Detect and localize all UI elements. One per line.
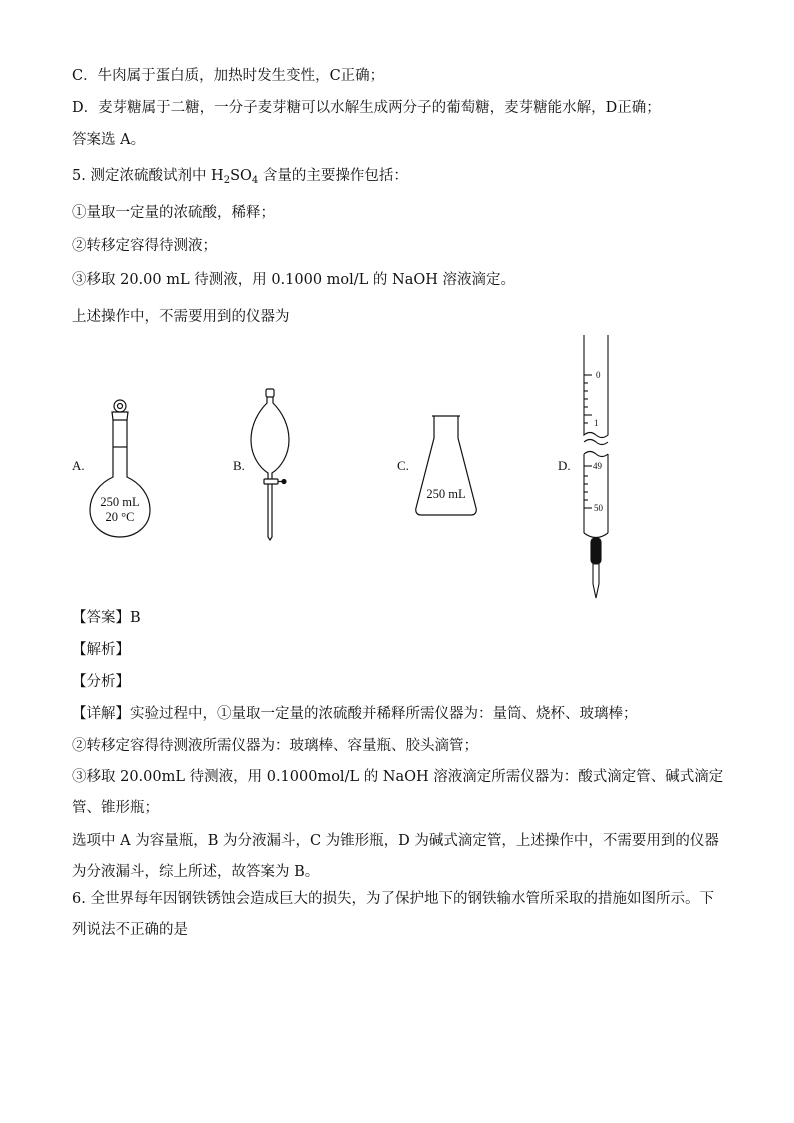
q5-text-pre: 5. 测定浓硫酸试剂中 H (72, 168, 224, 184)
flask-volume-label: 250 mL (100, 495, 140, 509)
detail-4: 选项中 A 为容量瓶，B 为分液漏斗，C 为锥形瓶，D 为碱式滴定管，上述操作中，不需要用到的仪器为分液漏斗，综上所述，故答案为 B。 (72, 833, 719, 880)
detail-2: ②转移定容得待测液所需仪器为：玻璃棒、容量瓶、胶头滴管； (72, 738, 478, 754)
burette-icon (584, 335, 608, 598)
q5-subscript-2: 2 (223, 175, 231, 186)
option-c-letter: C. (397, 458, 409, 473)
option-b-letter: B. (233, 458, 245, 473)
separatory-funnel-icon (251, 389, 289, 540)
step-3: ③移取 20.00 mL 待测液，用 0.1000 mol/L 的 NaOH 溶液滴定。 (72, 272, 515, 288)
option-c-explanation: C．牛肉属于蛋白质，加热时发生变性，C正确； (72, 68, 385, 84)
analysis-subheading: 【分析】 (72, 674, 130, 690)
detail-1: 【详解】实验过程中，①量取一定量的浓硫酸并稀释所需仪器为：量筒、烧杯、玻璃棒； (72, 706, 638, 722)
burette-tick-1: 1 (594, 418, 599, 428)
option-d-letter: D. (558, 458, 571, 473)
previous-answer: 答案选 A。 (72, 132, 146, 148)
option-a-letter: A. (72, 458, 85, 473)
volumetric-flask-icon (90, 400, 150, 537)
instruments-svg (0, 330, 794, 605)
flask-temp-label: 20 °C (105, 510, 135, 524)
detail-3: ③移取 20.00mL 待测液，用 0.1000mol/L 的 NaOH 溶液滴定所需仪器为：酸式滴定管、碱式滴定管、锥形瓶； (72, 769, 724, 816)
q5-text-post: 含量的主要操作包括： (258, 168, 408, 184)
question-5-stem (72, 166, 408, 191)
analysis-heading: 【解析】 (72, 642, 130, 658)
instrument-figures (0, 330, 794, 605)
question-prompt: 上述操作中，不需要用到的仪器为 (72, 309, 290, 325)
q5-subscript-4: 4 (251, 175, 259, 186)
question-6-stem: 6. 全世界每年因钢铁锈蚀会造成巨大的损失，为了保护地下的钢铁输水管所采取的措施如图所示。下列说法不正确的是 (72, 891, 714, 938)
erlenmeyer-flask-icon (416, 416, 477, 515)
burette-tick-0: 0 (596, 370, 601, 380)
burette-tick-49: 49 (593, 461, 602, 471)
step-2: ②转移定容得待测液； (72, 238, 217, 254)
burette-tick-50: 50 (594, 503, 603, 513)
q5-text-mid: SO (230, 168, 252, 184)
step-1: ①量取一定量的浓硫酸，稀释； (72, 205, 275, 221)
answer-label: 【答案】B (72, 610, 141, 626)
option-d-explanation: D．麦芽糖属于二糖，一分子麦芽糖可以水解生成两分子的葡萄糖，麦芽糖能水解，D正确； (72, 100, 661, 116)
erlenmeyer-volume-label: 250 mL (426, 487, 466, 501)
